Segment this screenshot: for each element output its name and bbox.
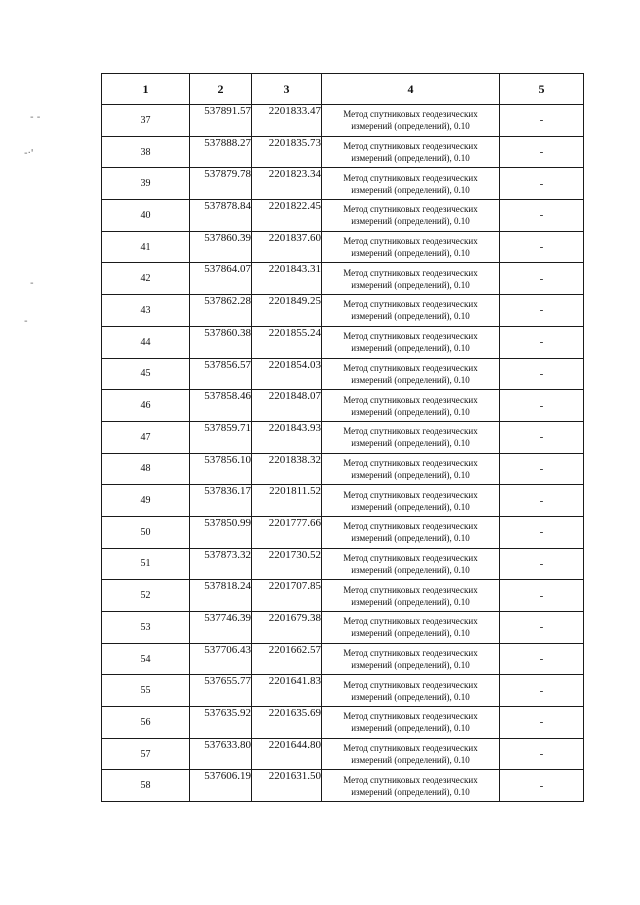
point-number: 56 <box>102 707 190 739</box>
col5-value: - <box>500 136 584 168</box>
method-line-2: измерений (определений), 0.10 <box>351 691 470 702</box>
table-row <box>102 738 584 770</box>
coordinate-y: 2201838.32 <box>252 453 322 485</box>
coordinate-x: 537746.39 <box>190 612 252 644</box>
point-number: 45 <box>102 358 190 390</box>
coordinate-x: 537836.17 <box>190 485 252 517</box>
point-number: 55 <box>102 675 190 707</box>
margin-mark: - <box>30 278 34 289</box>
method-cell <box>322 168 500 200</box>
coordinate-y: 2201662.57 <box>252 643 322 675</box>
col5-value: - <box>500 580 584 612</box>
method-line-2: измерений (определений), 0.10 <box>351 786 470 797</box>
method-line-2: измерений (определений), 0.10 <box>351 248 470 259</box>
coordinate-x: 537891.57 <box>190 105 252 137</box>
coordinate-x: 537888.27 <box>190 136 252 168</box>
point-number: 50 <box>102 516 190 548</box>
coordinate-x: 537864.07 <box>190 263 252 295</box>
point-number: 47 <box>102 421 190 453</box>
table-row <box>102 200 584 232</box>
method-line-1: Метод спутниковых геодезических <box>343 743 478 754</box>
margin-mark: -·' <box>24 148 34 159</box>
col5-value: - <box>500 105 584 137</box>
table-row <box>102 770 584 802</box>
coordinate-y: 2201679.38 <box>252 612 322 644</box>
method-cell <box>322 738 500 770</box>
col5-value: - <box>500 707 584 739</box>
coordinate-y: 2201837.60 <box>252 231 322 263</box>
col5-value: - <box>500 516 584 548</box>
table-row <box>102 358 584 390</box>
header-col-3: 3 <box>252 74 322 105</box>
method-cell <box>322 105 500 137</box>
coordinate-y: 2201707.85 <box>252 580 322 612</box>
col5-value: - <box>500 358 584 390</box>
coordinate-y: 2201823.34 <box>252 168 322 200</box>
method-cell <box>322 326 500 358</box>
table-row <box>102 453 584 485</box>
coordinate-y: 2201843.31 <box>252 263 322 295</box>
method-cell <box>322 548 500 580</box>
method-cell <box>322 295 500 327</box>
coordinate-x: 537856.10 <box>190 453 252 485</box>
col5-value: - <box>500 421 584 453</box>
method-line-1: Метод спутниковых геодезических <box>343 109 478 120</box>
point-number: 44 <box>102 326 190 358</box>
table-row <box>102 643 584 675</box>
method-line-2: измерений (определений), 0.10 <box>351 755 470 766</box>
coordinate-x: 537879.78 <box>190 168 252 200</box>
coordinate-y: 2201843.93 <box>252 421 322 453</box>
coordinate-x: 537655.77 <box>190 675 252 707</box>
table-row <box>102 675 584 707</box>
col5-value: - <box>500 770 584 802</box>
col5-value: - <box>500 548 584 580</box>
point-number: 58 <box>102 770 190 802</box>
coordinate-x: 537850.99 <box>190 516 252 548</box>
method-cell <box>322 770 500 802</box>
method-line-2: измерений (определений), 0.10 <box>351 406 470 417</box>
coordinate-x: 537858.46 <box>190 390 252 422</box>
method-line-1: Метод спутниковых геодезических <box>343 774 478 785</box>
table-row <box>102 421 584 453</box>
method-line-1: Метод спутниковых геодезических <box>343 457 478 468</box>
method-line-2: измерений (определений), 0.10 <box>351 596 470 607</box>
coordinate-y: 2201854.03 <box>252 358 322 390</box>
table-row <box>102 390 584 422</box>
method-line-2: измерений (определений), 0.10 <box>351 121 470 132</box>
table-row <box>102 580 584 612</box>
header-col-1: 1 <box>102 74 190 105</box>
col5-value: - <box>500 295 584 327</box>
point-number: 46 <box>102 390 190 422</box>
coordinate-y: 2201635.69 <box>252 707 322 739</box>
coordinate-x: 537878.84 <box>190 200 252 232</box>
method-line-1: Метод спутниковых геодезических <box>343 584 478 595</box>
col5-value: - <box>500 168 584 200</box>
method-line-2: измерений (определений), 0.10 <box>351 533 470 544</box>
method-cell <box>322 580 500 612</box>
coordinate-y: 2201833.47 <box>252 105 322 137</box>
coordinate-x: 537860.39 <box>190 231 252 263</box>
table-row <box>102 231 584 263</box>
point-number: 40 <box>102 200 190 232</box>
method-line-1: Метод спутниковых геодезических <box>343 394 478 405</box>
method-cell <box>322 358 500 390</box>
method-line-2: измерений (определений), 0.10 <box>351 311 470 322</box>
coordinate-x: 537635.92 <box>190 707 252 739</box>
method-line-1: Метод спутниковых геодезических <box>343 236 478 247</box>
coordinate-x: 537606.19 <box>190 770 252 802</box>
point-number: 53 <box>102 612 190 644</box>
method-line-2: измерений (определений), 0.10 <box>351 374 470 385</box>
coordinate-x: 537860.38 <box>190 326 252 358</box>
method-line-1: Метод спутниковых геодезических <box>343 679 478 690</box>
method-line-1: Метод спутниковых геодезических <box>343 489 478 500</box>
method-cell <box>322 136 500 168</box>
point-number: 54 <box>102 643 190 675</box>
coordinate-y: 2201631.50 <box>252 770 322 802</box>
method-cell <box>322 612 500 644</box>
point-number: 43 <box>102 295 190 327</box>
method-line-2: измерений (определений), 0.10 <box>351 216 470 227</box>
coordinate-y: 2201848.07 <box>252 390 322 422</box>
point-number: 52 <box>102 580 190 612</box>
coordinate-y: 2201822.45 <box>252 200 322 232</box>
coordinate-x: 537856.57 <box>190 358 252 390</box>
col5-value: - <box>500 231 584 263</box>
method-line-2: измерений (определений), 0.10 <box>351 153 470 164</box>
header-col-2: 2 <box>190 74 252 105</box>
coordinate-y: 2201835.73 <box>252 136 322 168</box>
method-line-2: измерений (определений), 0.10 <box>351 564 470 575</box>
coordinate-x: 537818.24 <box>190 580 252 612</box>
method-cell <box>322 485 500 517</box>
col5-value: - <box>500 453 584 485</box>
table-row <box>102 105 584 137</box>
method-line-1: Метод спутниковых геодезических <box>343 267 478 278</box>
method-line-1: Метод спутниковых геодезических <box>343 521 478 532</box>
method-cell <box>322 421 500 453</box>
col5-value: - <box>500 200 584 232</box>
coordinate-x: 537706.43 <box>190 643 252 675</box>
coordinate-x: 537859.71 <box>190 421 252 453</box>
method-line-2: измерений (определений), 0.10 <box>351 279 470 290</box>
table-row <box>102 168 584 200</box>
method-cell <box>322 516 500 548</box>
coordinate-y: 2201777.66 <box>252 516 322 548</box>
coordinate-y: 2201644.80 <box>252 738 322 770</box>
table-body <box>102 105 584 802</box>
method-line-1: Метод спутниковых геодезических <box>343 331 478 342</box>
table-row <box>102 485 584 517</box>
method-line-2: измерений (определений), 0.10 <box>351 723 470 734</box>
method-line-2: измерений (определений), 0.10 <box>351 343 470 354</box>
point-number: 41 <box>102 231 190 263</box>
col5-value: - <box>500 485 584 517</box>
point-number: 57 <box>102 738 190 770</box>
coordinate-x: 537873.32 <box>190 548 252 580</box>
method-cell <box>322 453 500 485</box>
coordinate-y: 2201811.52 <box>252 485 322 517</box>
col5-value: - <box>500 390 584 422</box>
col5-value: - <box>500 738 584 770</box>
table-row <box>102 707 584 739</box>
table-row <box>102 612 584 644</box>
method-cell <box>322 390 500 422</box>
method-cell <box>322 263 500 295</box>
col5-value: - <box>500 612 584 644</box>
method-cell <box>322 643 500 675</box>
header-col-5: 5 <box>500 74 584 105</box>
method-line-1: Метод спутниковых геодезических <box>343 552 478 563</box>
coordinate-y: 2201641.83 <box>252 675 322 707</box>
col5-value: - <box>500 326 584 358</box>
method-line-2: измерений (определений), 0.10 <box>351 469 470 480</box>
coordinate-y: 2201730.52 <box>252 548 322 580</box>
point-number: 51 <box>102 548 190 580</box>
method-line-2: измерений (определений), 0.10 <box>351 438 470 449</box>
point-number: 38 <box>102 136 190 168</box>
table-row <box>102 548 584 580</box>
table-header-row <box>102 74 584 105</box>
method-cell <box>322 707 500 739</box>
col5-value: - <box>500 263 584 295</box>
method-cell <box>322 675 500 707</box>
method-line-1: Метод спутниковых геодезических <box>343 648 478 659</box>
coordinate-y: 2201849.25 <box>252 295 322 327</box>
point-number: 48 <box>102 453 190 485</box>
method-line-1: Метод спутниковых геодезических <box>343 616 478 627</box>
method-line-1: Метод спутниковых геодезических <box>343 426 478 437</box>
method-line-1: Метод спутниковых геодезических <box>343 711 478 722</box>
table-row <box>102 516 584 548</box>
method-cell <box>322 200 500 232</box>
col5-value: - <box>500 675 584 707</box>
method-line-1: Метод спутниковых геодезических <box>343 299 478 310</box>
method-line-2: измерений (определений), 0.10 <box>351 184 470 195</box>
coordinate-x: 537862.28 <box>190 295 252 327</box>
coordinates-table <box>101 73 584 802</box>
point-number: 37 <box>102 105 190 137</box>
method-line-1: Метод спутниковых геодезических <box>343 204 478 215</box>
method-line-1: Метод спутниковых геодезических <box>343 141 478 152</box>
table-row <box>102 136 584 168</box>
table-row <box>102 263 584 295</box>
method-cell <box>322 231 500 263</box>
header-col-4: 4 <box>322 74 500 105</box>
method-line-2: измерений (определений), 0.10 <box>351 501 470 512</box>
table-row <box>102 326 584 358</box>
point-number: 42 <box>102 263 190 295</box>
method-line-2: измерений (определений), 0.10 <box>351 660 470 671</box>
margin-mark: - - <box>30 112 41 123</box>
coordinate-x: 537633.80 <box>190 738 252 770</box>
method-line-2: измерений (определений), 0.10 <box>351 628 470 639</box>
point-number: 49 <box>102 485 190 517</box>
point-number: 39 <box>102 168 190 200</box>
method-line-1: Метод спутниковых геодезических <box>343 172 478 183</box>
method-line-1: Метод спутниковых геодезических <box>343 362 478 373</box>
margin-mark: - <box>24 316 28 327</box>
coordinate-y: 2201855.24 <box>252 326 322 358</box>
col5-value: - <box>500 643 584 675</box>
table-row <box>102 295 584 327</box>
